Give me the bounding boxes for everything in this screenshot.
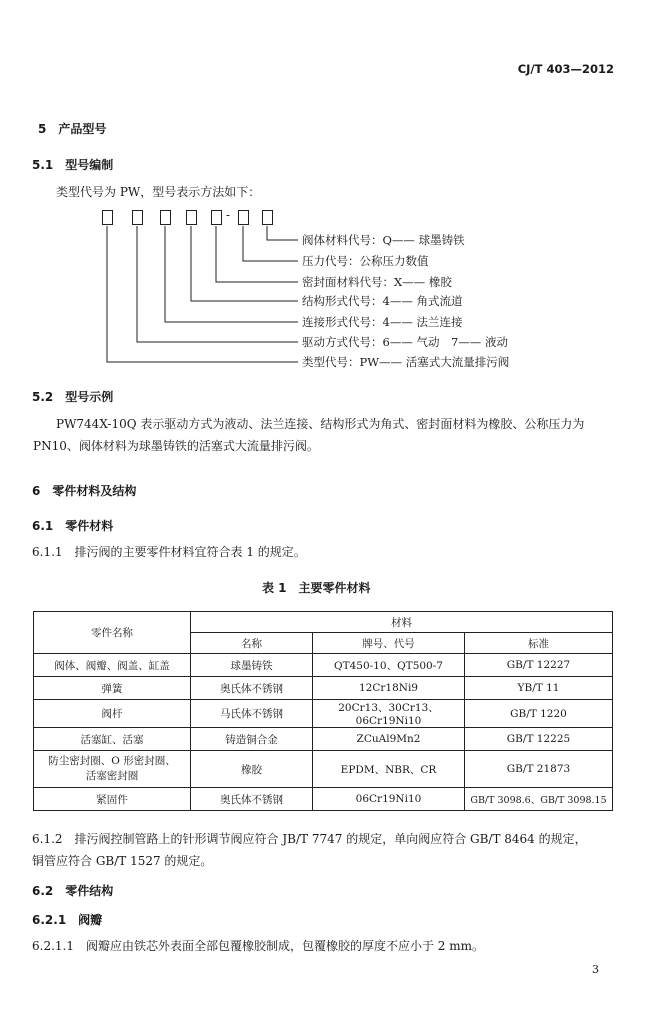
section-6-2-1-heading: 6.2.1 阀瓣 [32, 913, 103, 927]
cell-part: 紧固件 [34, 788, 191, 811]
cell-grade: ZCuAl9Mn2 [313, 728, 465, 751]
table-row [34, 728, 613, 751]
section-5-2-text-line1: PW744X-10Q 表示驱动方式为液动、法兰连接、结构形式为角式、密封面材料为橡胶、公称压力为 [56, 417, 585, 431]
section-6-1-heading: 6.1 零件材料 [32, 519, 114, 533]
code-dash: - [226, 208, 231, 222]
section-5-1-text: 类型代号为 PW，型号表示方法如下： [56, 185, 261, 199]
cell-standard: GB/T 21873 [465, 751, 613, 788]
label-pressure: 压力代号：公称压力数值 [302, 254, 429, 268]
section-5-2-heading: 5.2 型号示例 [32, 390, 114, 404]
section-5-1-heading: 5.1 型号编制 [32, 158, 114, 172]
cell-grade: 06Cr19Ni10 [313, 788, 465, 811]
table-row [34, 751, 613, 788]
label-connection: 连接形式代号：4—— 法兰连接 [302, 315, 463, 329]
section-5-heading: 5 产品型号 [38, 122, 107, 136]
cell-part: 阀杆 [34, 700, 191, 728]
cell-name: 球墨铸铁 [191, 654, 313, 677]
cell-standard: GB/T 12227 [465, 654, 613, 677]
cell-part-line1: 防尘密封圈、O 形密封圈、 [48, 755, 176, 767]
cell-name: 铸造铜合金 [191, 728, 313, 751]
header-grade: 牌号、代号 [313, 633, 465, 654]
cell-name: 奥氏体不锈钢 [191, 788, 313, 811]
header-part-name: 零件名称 [34, 612, 191, 654]
table-row [34, 788, 613, 811]
cell-grade: 20Cr13、30Cr13、06Cr19Ni10 [313, 700, 465, 728]
cell-grade: EPDM、NBR、CR [313, 751, 465, 788]
cell-part-line2: 活塞密封圈 [85, 770, 139, 782]
cell-name: 马氏体不锈钢 [191, 700, 313, 728]
table-caption: 表 1 主要零件材料 [262, 581, 371, 595]
table-row [34, 654, 613, 677]
section-6-1-2-line1: 6.1.2 排污阀控制管路上的针形调节阀应符合 JB/T 7747 的规定，单向阀应符合 GB/T 8464 的规定， [32, 832, 587, 846]
table-row [34, 677, 613, 700]
cell-part: 阀体、阀瓣、阀盖、缸盖 [34, 654, 191, 677]
cell-part [34, 751, 191, 788]
label-body-material: 阀体材料代号：Q—— 球墨铸铁 [302, 233, 465, 247]
section-6-2-1-1-text: 6.2.1.1 阀瓣应由铁芯外表面全部包覆橡胶制成，包覆橡胶的厚度不应小于 2 mm。 [32, 939, 485, 953]
label-seal-material: 密封面材料代号：X—— 橡胶 [302, 275, 452, 289]
section-6-1-1-text: 6.1.1 排污阀的主要零件材料宜符合表 1 的规定。 [32, 545, 306, 559]
section-6-1-2-line2: 铜管应符合 GB/T 1527 的规定。 [32, 854, 213, 868]
section-6-2-heading: 6.2 零件结构 [32, 884, 114, 898]
cell-standard: GB/T 12225 [465, 728, 613, 751]
cell-part: 弹簧 [34, 677, 191, 700]
label-structure: 结构形式代号：4—— 角式流道 [302, 294, 463, 308]
header-standard: 标准 [465, 633, 613, 654]
table-header-row [34, 612, 613, 633]
label-type: 类型代号：PW—— 活塞式大流量排污阀 [302, 355, 510, 369]
label-drive: 驱动方式代号：6—— 气动 7—— 液动 [302, 335, 508, 349]
cell-name: 奥氏体不锈钢 [191, 677, 313, 700]
cell-name: 橡胶 [191, 751, 313, 788]
cell-part: 活塞缸、活塞 [34, 728, 191, 751]
standard-code: CJ/T 403—2012 [517, 62, 614, 76]
materials-table [33, 611, 613, 811]
section-6-heading: 6 零件材料及结构 [32, 484, 137, 498]
cell-grade: 12Cr18Ni9 [313, 677, 465, 700]
cell-standard: GB/T 1220 [465, 700, 613, 728]
header-name: 名称 [191, 633, 313, 654]
cell-standard: YB/T 11 [465, 677, 613, 700]
table-row [34, 700, 613, 728]
section-5-2-text-line2: PN10、阀体材料为球墨铸铁的活塞式大流量排污阀。 [33, 439, 319, 453]
cell-grade: QT450-10、QT500-7 [313, 654, 465, 677]
cell-standard: GB/T 3098.6、GB/T 3098.15 [465, 788, 613, 811]
page-number: 3 [592, 963, 599, 976]
header-material: 材料 [191, 612, 613, 633]
